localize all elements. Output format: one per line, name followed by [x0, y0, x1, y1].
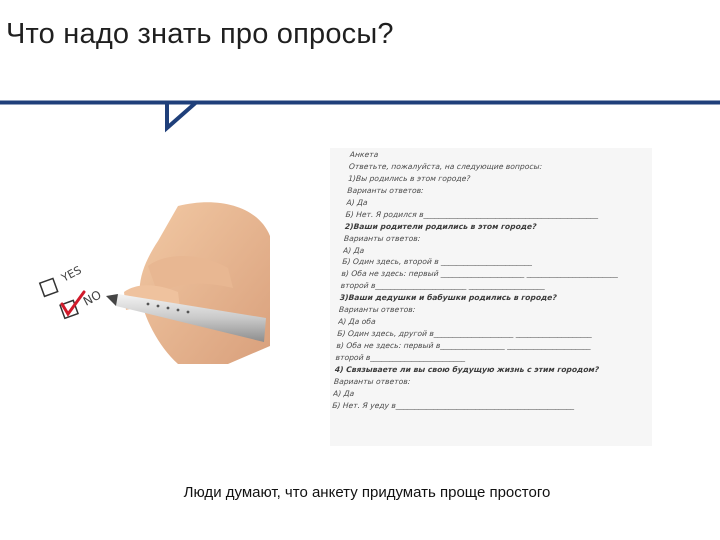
questionnaire-line: А) Да [342, 245, 365, 255]
questionnaire-line: в) Оба не здесь: первый в_________________ ______________________ [336, 341, 592, 350]
questionnaire-line: А) Да [332, 388, 355, 398]
questionnaire-line: Варианты ответов: [343, 233, 421, 243]
questionnaire-line: в) Оба не здесь: первый ______________________ ________________________ [341, 269, 619, 279]
header-callout-rule [0, 92, 720, 137]
questionnaire-line: 1)Вы родились в этом городе? [347, 173, 471, 183]
questionnaire-line: Б) Один здесь, другой в_____________________ ____________________ [336, 329, 593, 339]
hand-checkbox-photo [28, 196, 270, 364]
questionnaire-line: Ответьте, пожалуйста, на следующие вопросы: [348, 161, 543, 171]
questionnaire-line: 4) Связываете ли вы свою будущую жизнь с этим городом? [334, 364, 600, 374]
questionnaire-line: второй в________________________ ____________________ [340, 281, 546, 291]
questionnaire-line: Б) Нет. Я уеду в_______________________________________________ [331, 400, 575, 410]
questionnaire-line: А) Да оба [337, 317, 376, 327]
questionnaire-line: Варианты ответов: [346, 185, 424, 195]
questionnaire-line: второй в_________________________ [335, 352, 466, 362]
questionnaire-line: Б) Нет. Я родился в______________________________________________ [345, 209, 599, 219]
slide-title: Что надо знать про опросы? [6, 18, 394, 50]
questionnaire-document [330, 148, 652, 446]
questionnaire-line: Анкета [349, 150, 379, 159]
questionnaire-line: Варианты ответов: [333, 376, 411, 386]
checkbox-yes-label: YES [59, 263, 84, 285]
questionnaire-lines [332, 149, 652, 412]
questionnaire-line: Б) Один здесь, второй в ________________________ [341, 257, 533, 267]
questionnaire-line: 2)Ваши родители родились в этом городе? [344, 221, 537, 231]
checkbox-no-label: NO [80, 287, 104, 309]
questionnaire-line: А) Да [346, 197, 368, 207]
slide-caption: Люди думают, что анкету придумать проще простого [183, 484, 551, 501]
questionnaire-line: 3)Ваши дедушки и бабушки родились в городе? [339, 293, 558, 303]
questionnaire-line: Варианты ответов: [338, 305, 416, 315]
